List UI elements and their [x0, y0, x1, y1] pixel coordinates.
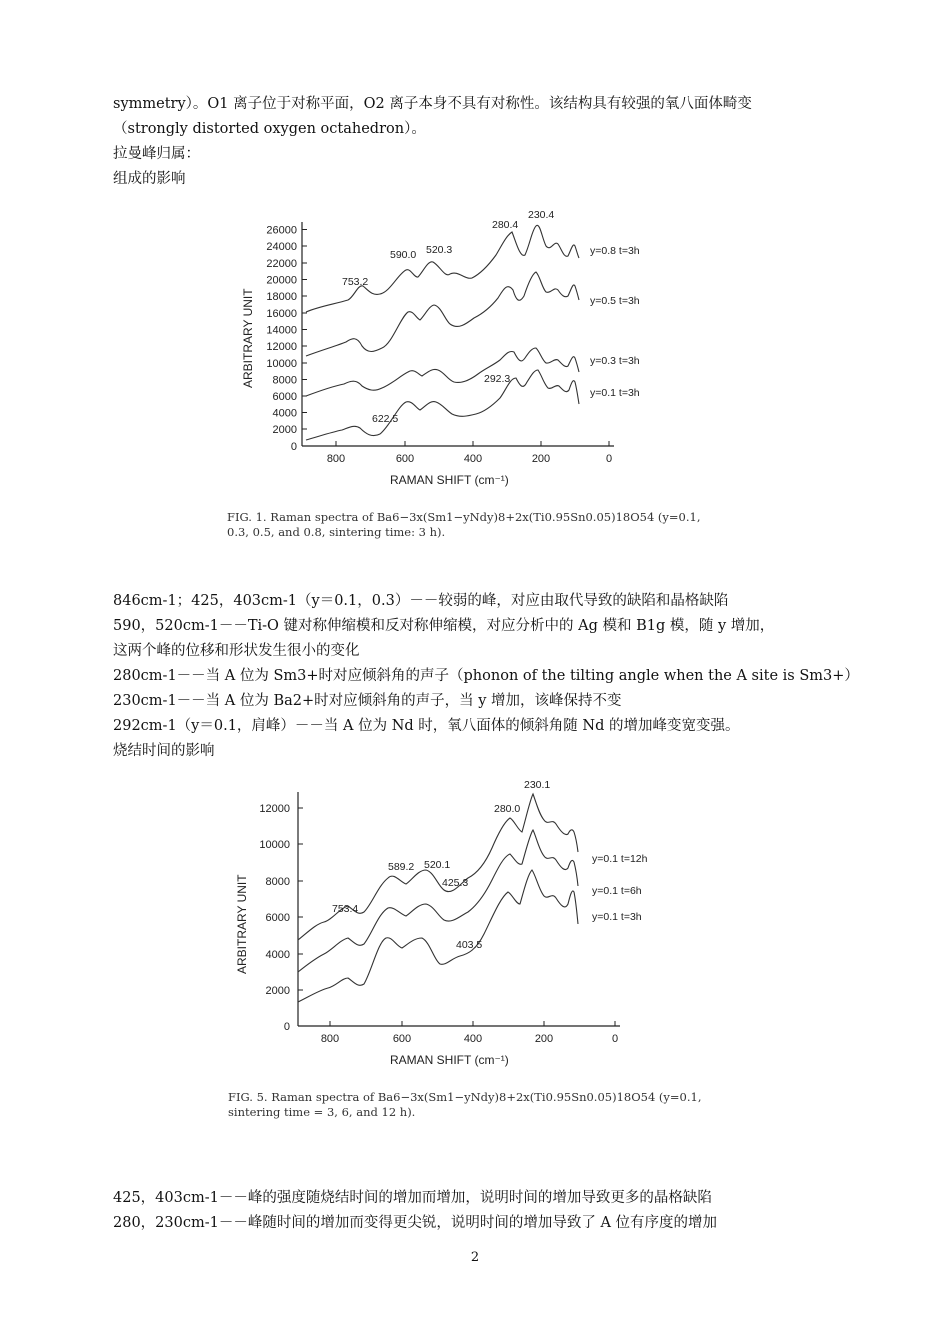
series-label: y=0.1 t=3h	[590, 387, 640, 399]
peak-label: 622.5	[372, 413, 399, 425]
peak-label: 520.1	[424, 859, 451, 871]
y-tick-label: 0	[290, 441, 297, 453]
figure-1	[230, 200, 700, 500]
figure-1-chart	[230, 200, 700, 500]
y-tick-label: 10000	[259, 839, 290, 851]
y-tick-label: 10000	[266, 358, 297, 370]
mid-line: 590，520cm-1－－Ti-O 键对称伸缩模和反对称伸缩模，对应分析中的 Ag 模和 B1g 模，随 y 增加，	[113, 618, 775, 634]
y-tick-label: 16000	[266, 308, 297, 320]
x-tick-label: 0	[605, 453, 613, 465]
y-tick-marks	[298, 808, 303, 1026]
intro-line: 组成的影响	[113, 171, 186, 187]
y-axis-label: ARBITRARY UNIT	[235, 874, 249, 974]
middle-paragraph	[113, 589, 859, 764]
series-label: y=0.1 t=12h	[592, 853, 648, 865]
spectrum-t6h	[298, 830, 578, 972]
mid-line: 230cm-1－－当 A 位为 Ba2+时对应倾斜角的声子，当 y 增加，该峰保持不变	[113, 693, 622, 709]
x-tick-label: 400	[463, 453, 483, 465]
y-tick-label: 8000	[265, 876, 290, 888]
series-label: y=0.8 t=3h	[590, 245, 640, 257]
y-axis-label: ARBITRARY UNIT	[241, 288, 255, 388]
figure-1-caption-line: FIG. 1. Raman spectra of Ba6−3x(Sm1−yNdy)8+2x(Ti0.95Sn0.05)18O54 (y=0.1,	[227, 510, 701, 524]
peak-label: 230.1	[524, 779, 551, 791]
y-tick-label: 20000	[266, 274, 297, 287]
peak-label: 280.0	[494, 803, 521, 815]
outro-paragraph	[113, 1186, 853, 1236]
figure-5-caption-line: FIG. 5. Raman spectra of Ba6−3x(Sm1−yNdy)8+2x(Ti0.95Sn0.05)18O54 (y=0.1,	[228, 1090, 702, 1104]
figure-5-caption	[228, 1090, 702, 1120]
y-tick-label: 22000	[266, 258, 297, 270]
x-tick-label: 200	[531, 453, 551, 465]
y-tick-label: 0	[283, 1021, 290, 1033]
page-number: 2	[470, 1250, 480, 1265]
peak-label: 280.4	[492, 219, 519, 231]
peak-label: 753.4	[332, 903, 359, 915]
outro-line: 280，230cm-1－－峰随时间的增加而变得更尖锐，说明时间的增加导致了 A 位有序度的增加	[113, 1215, 718, 1231]
series-label: y=0.1 t=6h	[592, 885, 642, 897]
y-tick-label: 6000	[265, 912, 290, 924]
spectrum-y0.8	[306, 225, 579, 312]
x-tick-label: 0	[611, 1033, 619, 1045]
x-tick-label: 800	[320, 1033, 340, 1045]
x-tick-marks	[336, 441, 609, 446]
peak-label: 589.2	[388, 861, 415, 873]
y-tick-label: 2000	[272, 424, 297, 436]
y-tick-label: 26000	[266, 224, 297, 237]
peak-label: 403.5	[456, 939, 483, 951]
series-label: y=0.3 t=3h	[590, 355, 640, 367]
x-tick-label: 600	[392, 1033, 412, 1045]
mid-line: 846cm-1；425，403cm-1（y＝0.1，0.3）－－较弱的峰，对应由取代导致的缺陷和晶格缺陷	[113, 593, 729, 609]
x-axis-label: RAMAN SHIFT (cm⁻¹)	[390, 1053, 509, 1067]
y-tick-label: 4000	[272, 407, 297, 420]
series-label: y=0.5 t=3h	[590, 295, 640, 307]
peak-label: 292.3	[484, 373, 511, 385]
peak-label: 753.2	[342, 276, 369, 288]
spectrum-y0.1	[306, 370, 579, 440]
outro-line: 425，403cm-1－－峰的强度随烧结时间的增加而增加，说明时间的增加导致更多的晶格缺陷	[113, 1190, 712, 1206]
mid-line: 292cm-1（y＝0.1，肩峰）－－当 A 位为 Nd 时，氧八面体的倾斜角随 Nd 的增加峰变宽变强。	[113, 718, 740, 734]
spectrum-t3h	[298, 870, 578, 1002]
peak-label: 520.3	[426, 244, 453, 256]
mid-line: 这两个峰的位移和形状发生很小的变化	[113, 643, 360, 659]
y-tick-label: 6000	[272, 391, 297, 403]
intro-line: symmetry）。O1 离子位于对称平面，O2 离子本身不具有对称性。该结构具有较强的氧八面体畸变	[113, 96, 752, 112]
y-tick-marks	[302, 230, 307, 447]
figure-1-caption-line: 0.3, 0.5, and 0.8, sintering time: 3 h).	[227, 525, 446, 539]
y-tick-label: 4000	[265, 949, 290, 961]
y-tick-label: 8000	[272, 374, 297, 387]
intro-line: 拉曼峰归属：	[113, 146, 200, 162]
y-tick-label: 12000	[259, 803, 290, 815]
mid-line: 烧结时间的影响	[113, 743, 215, 759]
y-tick-label: 18000	[266, 291, 297, 303]
series-label: y=0.1 t=3h	[592, 911, 642, 923]
x-tick-label: 400	[463, 1033, 483, 1045]
peak-label: 590.0	[390, 249, 417, 261]
x-tick-marks	[330, 1021, 615, 1026]
x-tick-label: 200	[534, 1033, 554, 1045]
y-tick-label: 2000	[265, 985, 290, 997]
mid-line: 280cm-1－－当 A 位为 Sm3+时对应倾斜角的声子（phonon of the tilting angle when the A site is Sm3+）	[113, 668, 859, 684]
y-tick-label: 24000	[266, 241, 297, 253]
y-tick-label: 12000	[266, 341, 297, 353]
intro-line: （strongly distorted oxygen octahedron）。	[113, 121, 426, 137]
y-tick-label: 14000	[266, 324, 297, 337]
peak-label: 425.3	[442, 877, 469, 889]
spectrum-y0.3	[306, 348, 579, 396]
peak-label: 230.4	[528, 209, 555, 221]
figure-5	[228, 774, 698, 1074]
intro-paragraph	[113, 92, 853, 192]
x-tick-label: 800	[326, 453, 346, 465]
figure-5-caption-line: sintering time = 3, 6, and 12 h).	[228, 1105, 416, 1119]
x-axis-label: RAMAN SHIFT (cm⁻¹)	[390, 473, 509, 487]
figure-5-chart	[228, 774, 698, 1074]
x-tick-label: 600	[395, 453, 415, 465]
figure-1-caption	[227, 510, 701, 540]
